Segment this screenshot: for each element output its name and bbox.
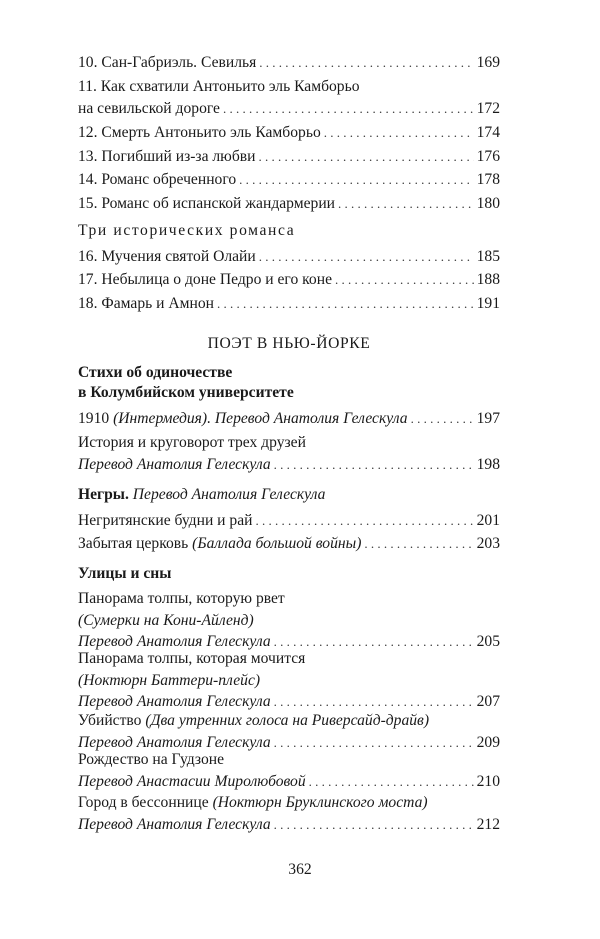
entry-title: Панорама толпы, которую рвет bbox=[78, 590, 285, 607]
entry-page: 197 bbox=[476, 410, 500, 427]
entry-title: на севильской дороге bbox=[78, 99, 220, 117]
entry-translator: Перевод Анатолия Гелескула bbox=[78, 633, 271, 650]
toc-entry bbox=[78, 533, 500, 555]
subsection-title-bold: Негры. bbox=[78, 486, 129, 503]
entry-title: Панорама толпы, которая мочится bbox=[78, 650, 306, 667]
toc-entry bbox=[78, 588, 500, 653]
subsection-title-line1: Стихи об одиночестве bbox=[78, 364, 233, 381]
toc-entry bbox=[78, 648, 500, 713]
toc-entry bbox=[78, 269, 500, 291]
entry-page: 172 bbox=[476, 99, 500, 117]
toc-entry bbox=[78, 76, 500, 119]
page-number: 362 bbox=[288, 861, 312, 878]
entry-title: Город в бессоннице bbox=[78, 794, 209, 811]
entry-page: 210 bbox=[476, 772, 500, 790]
entry-translator: (Интермедия). Перевод Анатолия Гелескула bbox=[113, 410, 408, 427]
entry-title: Негритянские будни и рай bbox=[78, 512, 253, 529]
toc-entry bbox=[78, 52, 500, 74]
entry-page: 188 bbox=[476, 271, 500, 288]
entry-subtitle: (Баллада большой войны) bbox=[192, 535, 362, 552]
toc-entry bbox=[78, 510, 500, 532]
entry-page: 176 bbox=[476, 148, 500, 165]
section-subheading: Три исторических романса bbox=[78, 222, 296, 239]
toc-entry bbox=[78, 146, 500, 168]
toc-entry bbox=[78, 710, 500, 753]
entry-page: 174 bbox=[476, 124, 500, 141]
entry-title: 17. Небылица о доне Педро и его коне bbox=[78, 271, 332, 288]
entry-page: 178 bbox=[476, 171, 500, 188]
entry-page: 185 bbox=[476, 248, 500, 265]
entry-title: 16. Мучения святой Олайи bbox=[78, 248, 256, 265]
entry-title: 18. Фамарь и Амнон bbox=[78, 295, 214, 312]
entry-page: 205 bbox=[476, 633, 500, 650]
entry-page: 198 bbox=[476, 455, 500, 473]
entry-subtitle: (Ноктюрн Баттери-плейс) bbox=[78, 671, 261, 689]
toc-entry bbox=[78, 749, 500, 792]
entry-page: 209 bbox=[476, 733, 500, 751]
toc-entry bbox=[78, 408, 500, 430]
subsection-title bbox=[78, 484, 500, 506]
entry-title: История и круговорот трех друзей bbox=[78, 434, 306, 451]
entry-translator: Перевод Анатолия Гелескула bbox=[78, 455, 271, 473]
entry-title: 10. Сан-Габриэль. Севилья bbox=[78, 54, 257, 71]
entry-translator: Перевод Анастасии Миролюбовой bbox=[78, 772, 306, 790]
entry-title: Убийство bbox=[78, 712, 142, 729]
entry-page: 201 bbox=[476, 512, 500, 529]
entry-translator: Перевод Анатолия Гелескула bbox=[78, 693, 271, 710]
entry-subtitle: (Ноктюрн Бруклинского моста) bbox=[212, 794, 428, 811]
entry-page: 169 bbox=[476, 54, 500, 71]
entry-page: 212 bbox=[476, 815, 500, 833]
entry-title: 12. Смерть Антоньито эль Камборьо bbox=[78, 124, 321, 141]
toc-entry bbox=[78, 122, 500, 144]
entry-page: 191 bbox=[476, 295, 500, 312]
subsection-title-line2: в Колумбийском университете bbox=[78, 384, 294, 401]
toc-entry bbox=[78, 792, 500, 835]
entry-page: 207 bbox=[476, 693, 500, 710]
entry-page: 180 bbox=[476, 195, 500, 212]
entry-title: Рождество на Гудзоне bbox=[78, 751, 225, 768]
toc-entry bbox=[78, 246, 500, 268]
toc-entry bbox=[78, 293, 500, 315]
section-title: ПОЭТ В НЬЮ-ЙОРКЕ bbox=[207, 335, 371, 352]
entry-title: Забытая церковь bbox=[78, 535, 189, 552]
subsection-title bbox=[78, 363, 294, 403]
entry-title: 14. Романс обреченного bbox=[78, 171, 237, 188]
entry-title: 1910 bbox=[78, 410, 110, 427]
entry-title-line1: 11. Как схватили Антоньито эль Камборьо bbox=[78, 78, 360, 95]
subsection-translator: Перевод Анатолия Гелескула bbox=[132, 486, 326, 503]
entry-translator: Перевод Анатолия Гелескула bbox=[78, 733, 271, 751]
entry-title: 15. Романс об испанской жандармерии bbox=[78, 195, 336, 212]
entry-subtitle: (Сумерки на Кони-Айленд) bbox=[78, 611, 254, 629]
subsection-title: Улицы и сны bbox=[78, 565, 172, 582]
entry-page: 203 bbox=[476, 535, 500, 552]
toc-entry bbox=[78, 169, 500, 191]
toc-entry bbox=[78, 432, 500, 475]
entry-title: 13. Погибший из-за любви bbox=[78, 148, 256, 165]
entry-translator: Перевод Анатолия Гелескула bbox=[78, 815, 271, 833]
toc-entry bbox=[78, 193, 500, 215]
entry-subtitle: (Два утренних голоса на Риверсайд-драйв) bbox=[145, 712, 430, 729]
